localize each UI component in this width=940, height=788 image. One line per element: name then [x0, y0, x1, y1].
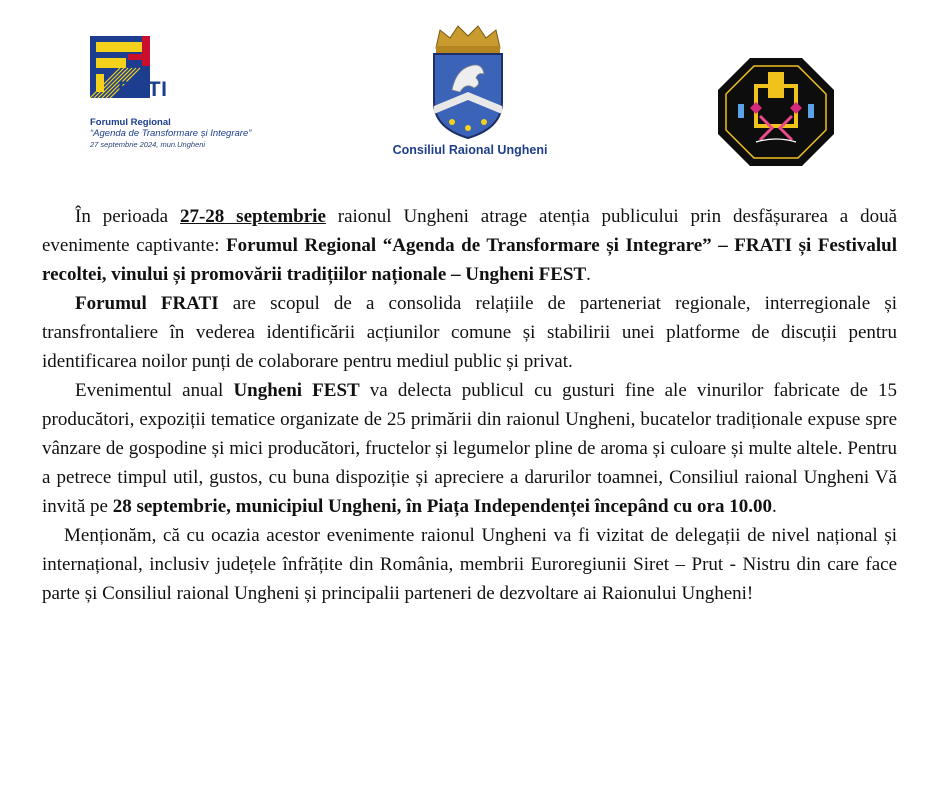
frati-wordmark: RATI — [118, 78, 168, 101]
text: . — [586, 264, 591, 285]
text: va delecta publicul cu gusturi fine ale vinurilor fabricate de 15 producători, expoziții tematice organizate de 25 primării din raionul Ungheni, bucatelor tradiționale expuse spre vânzare de gospodine și mici producători, fructelor și legumelor pline de aroma și culoare și multe altele. Pentru a petrece timpul util, gustos, cu buna dispoziție și apreciere a darurilor toamnei, Consiliul raional Ungheni Vă invită pe — [42, 380, 898, 517]
text: În perioada — [75, 206, 180, 227]
frati-caption — [90, 117, 330, 150]
events-names: Forumul Regional “Agenda de Transformare și Integrare” – FRATI și Festivalul recoltei, vinului și promovării tradițiilor naționale – Ungheni FEST — [42, 235, 897, 285]
forum-name: Forumul FRATI — [75, 293, 219, 314]
frati-caption-line3: 27 septembrie 2024, mun.Ungheni — [90, 140, 206, 149]
paragraph-intro — [42, 202, 897, 289]
text: raionul Ungheni atrage atenția publicului prin desfășurarea a două evenimente captivante: — [42, 206, 898, 256]
paragraph-fest — [42, 376, 897, 521]
text: Menționăm, că cu ocazia acestor evenimente raionul Ungheni va fi vizitat de delegații de nivel național și internațional, inclusiv județele înfrățite din România, membrii Euroregiunii Siret – Prut - Nistru din care face parte și Consiliul raional Ungheni și principalii parteneri de dezvoltare ai Raionului Ungheni! — [42, 525, 897, 604]
letterhead — [0, 0, 940, 180]
council-name: Consiliul Raional Ungheni — [392, 143, 548, 157]
event-time-place: 28 septembrie, municipiul Ungheni, în Piața Independenței începând cu ora 10.00 — [112, 496, 772, 517]
text: Evenimentul anual — [75, 380, 234, 401]
ungheni-fest-badge-icon — [716, 56, 836, 168]
event-dates: 27-28 septembrie — [179, 206, 326, 227]
announcement-body — [42, 202, 897, 608]
paragraph-delegations — [42, 521, 897, 608]
frati-caption-line1: Forumul Regional — [90, 117, 171, 128]
text: are scopul de a consolida relațiile de parteneriat regionale, interregionale și transfrontaliere în vederea identificării acțiunilor comune și stabilirii unei platforme de discuții pentru identificarea noilor punți de colaborare pentru mediul public și privat. — [42, 293, 897, 372]
frati-caption-line2: “Agenda de Transformare și Integrare” — [90, 128, 252, 139]
paragraph-forum — [42, 289, 897, 376]
text: . — [771, 496, 777, 517]
fest-name: Ungheni FEST — [233, 380, 360, 401]
horse-coat-of-arms-icon — [430, 22, 506, 140]
